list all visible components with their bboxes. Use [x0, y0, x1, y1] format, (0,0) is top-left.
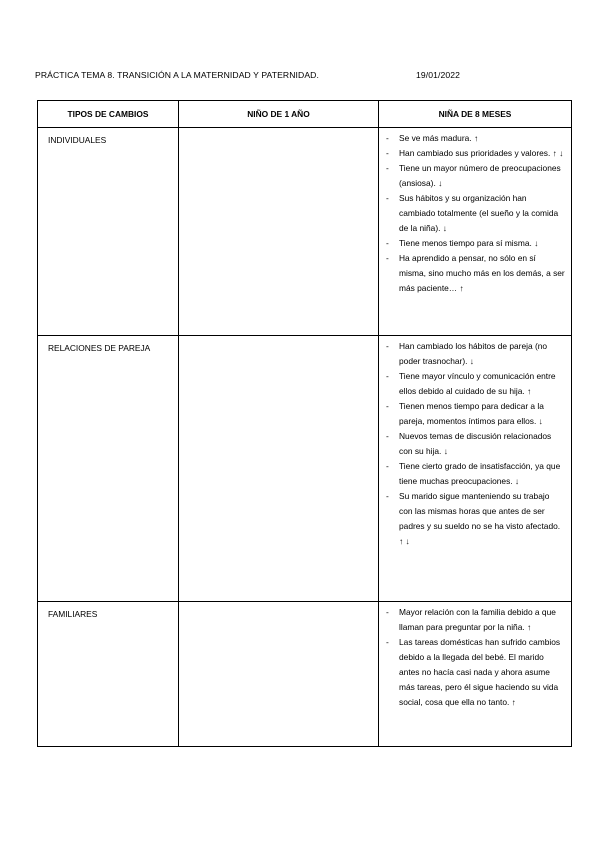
row-label: FAMILIARES: [48, 609, 98, 619]
nino-cell: [179, 128, 379, 336]
list-item: - Sus hábitos y su organización han cambiado totalmente (el sueño y la comida de la niña). ↓: [385, 191, 565, 236]
table-row-individuales: [38, 128, 572, 336]
change-list: [385, 605, 565, 710]
row-label-cell: [38, 602, 179, 747]
nina-cell: [379, 336, 572, 602]
row-label-cell: [38, 128, 179, 336]
column-header-nino: NIÑO DE 1 AÑO: [179, 101, 379, 128]
row-label-cell: [38, 336, 179, 602]
document-title: PRÁCTICA TEMA 8. TRANSICIÓN A LA MATERNIDAD Y PATERNIDAD.: [35, 70, 319, 80]
list-item: - Tienen menos tiempo para dedicar a la pareja, momentos íntimos para ellos. ↓: [385, 399, 565, 429]
change-list: [385, 131, 565, 296]
nina-cell: [379, 602, 572, 747]
list-item: - Tiene un mayor número de preocupaciones (ansiosa). ↓: [385, 161, 565, 191]
list-item: - Han cambiado los hábitos de pareja (no poder trasnochar). ↓: [385, 339, 565, 369]
table-row-relaciones-pareja: [38, 336, 572, 602]
document-date: 19/01/2022: [416, 70, 461, 80]
list-item: - Las tareas domésticas han sufrido cambios debido a la llegada del bebé. El marido antes no hacía casi nada y ahora asume más tareas, pero él sigue haciendo su vida social, cosa que ella no tanto. ↑: [385, 635, 565, 710]
column-header-nina: NIÑA DE 8 MESES: [379, 101, 572, 128]
list-item: - Ha aprendido a pensar, no sólo en sí misma, sino mucho más en los demás, a ser más paciente… ↑: [385, 251, 565, 296]
list-item: - Tiene menos tiempo para sí misma. ↓: [385, 236, 565, 251]
list-item: - Han cambiado sus prioridades y valores. ↑ ↓: [385, 146, 565, 161]
list-item: - Se ve más madura. ↑: [385, 131, 565, 146]
page-header: [35, 70, 570, 84]
table-header-row: [38, 101, 572, 128]
table-row-familiares: [38, 602, 572, 747]
nina-cell: [379, 128, 572, 336]
row-label: RELACIONES DE PAREJA: [48, 343, 151, 353]
list-item: - Nuevos temas de discusión relacionados con su hija. ↓: [385, 429, 565, 459]
list-item: - Tiene cierto grado de insatisfacción, ya que tiene muchas preocupaciones. ↓: [385, 459, 565, 489]
list-item: - Tiene mayor vínculo y comunicación entre ellos debido al cuidado de su hija. ↑: [385, 369, 565, 399]
column-header-tipos: TIPOS DE CAMBIOS: [38, 101, 179, 128]
changes-table: [37, 100, 572, 747]
nino-cell: [179, 602, 379, 747]
list-item: - Mayor relación con la familia debido a que llaman para preguntar por la niña. ↑: [385, 605, 565, 635]
change-list: [385, 339, 565, 549]
nino-cell: [179, 336, 379, 602]
row-label: INDIVIDUALES: [48, 135, 107, 145]
list-item: - Su marido sigue manteniendo su trabajo con las mismas horas que antes de ser padres y su sueldo no se ha visto afectado. ↑ ↓: [385, 489, 565, 549]
